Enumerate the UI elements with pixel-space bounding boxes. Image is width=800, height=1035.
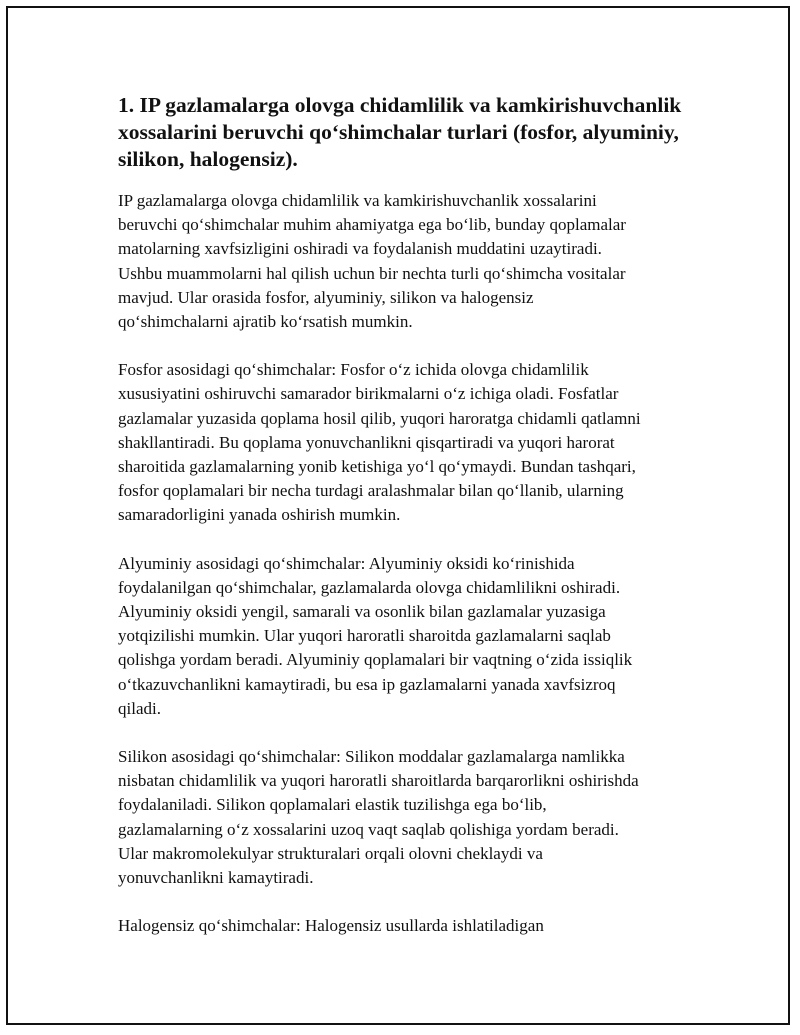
paragraph-silicone: Silikon asosidagi qo‘shimchalar: Silikon moddalar gazlamalarga namlikka nisbatan chidamlilik va yuqori haroratli sharoitlarda barqarorlikni oshirishda foydalaniladi. Silikon qoplamalari elastik tuzilishga ega bo‘lib, gazlamalarning o‘z xossalarini uzoq vaqt saqlab qolishiga yordam beradi. Ular makromolekulyar strukturalari orqali olovni cheklaydi va yonuvchanlikni kamaytiradi. — [118, 747, 639, 888]
paragraph-aluminium: Alyuminiy asosidagi qo‘shimchalar: Alyuminiy oksidi ko‘rinishida foydalanilgan qo‘shimchalar, gazlamalarda olovga chidamlilikni oshiradi. Alyuminiy oksidi yengil, samarali va osonlik bilan gazlamalar yuzasiga yotqizilishi mumkin. Ular yuqori haroratli sharoitda gazlamalarni saqlab qolishga yordam beradi. Alyuminiy qoplamalari bir vaqtning o‘zida issiqlik o‘tkazuvchanlikni kamaytiradi, bu esa ip gazlamalarni yanada xavfsizroq qiladi. — [118, 553, 633, 718]
paragraph-intro: IP gazlamalarga olovga chidamlilik va kamkirishuvchanlik xossalarini beruvchi qo‘shimchalar muhim ahamiyatga ega bo‘lib, bunday qoplamalar matolarning xavfsizligini oshiradi va foydalanish muddatini uzaytiradi. Ushbu muammolarni hal qilish uchun bir nechta turli qo‘shimcha vositalar mavjud. Ular orasida fosfor, alyuminiy, silikon va halogensiz qo‘shimchalarni ajratib ko‘rsatish mumkin. — [118, 191, 626, 332]
section-heading: 1. IP gazlamalarga olovga chidamlilik va kamkirishuvchanlik xossalarini beruvchi qo‘shimchalar turlari (fosfor, alyuminiy, silikon, halogensiz). — [118, 93, 682, 171]
paragraph-halogen-free: Halogensiz qo‘shimchalar: Halogensiz usullarda ishlatiladigan — [118, 916, 544, 936]
paragraph-phosphorus: Fosfor asosidagi qo‘shimchalar: Fosfor o‘z ichida olovga chidamlilik xususiyatini oshiruvchi samarador birikmalarni o‘z ichiga oladi. Fosfatlar gazlamalar yuzasida qoplama hosil qilib, yuqori haroratga chidamli qatlamni shakllantiradi. Bu qoplama yonuvchanlikni qisqartiradi va yuqori harorat sharoitida gazlamalarning yonib ketishiga yo‘l qo‘ymaydi. Bundan tashqari, fosfor qoplamalari bir necha turdagi aralashmalar bilan qo‘llanib, ularning samaradorligini yanada oshirish mumkin. — [118, 360, 641, 525]
document-body — [118, 92, 698, 962]
